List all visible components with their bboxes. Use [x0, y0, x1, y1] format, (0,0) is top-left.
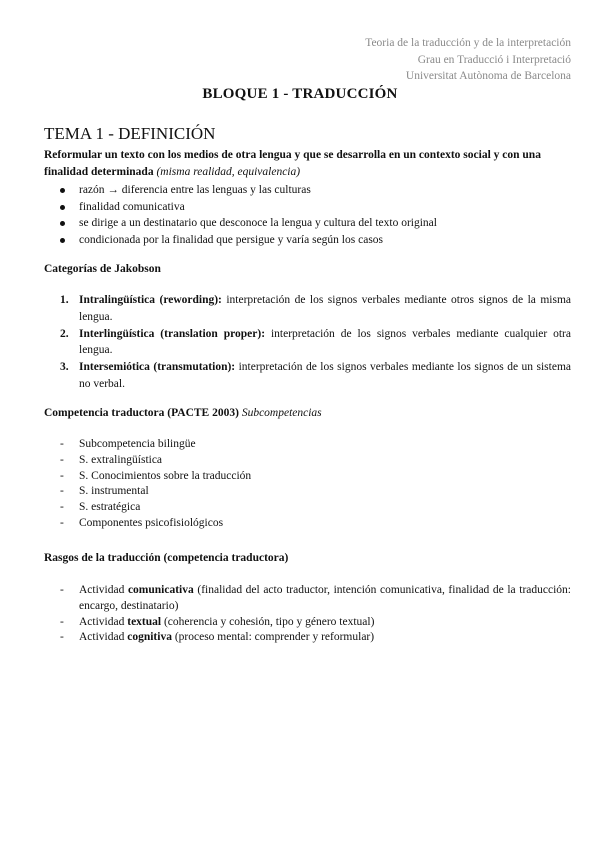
bullet-text: condicionada por la finalidad que persigue y varía según los casos [79, 233, 384, 246]
list-item [44, 630, 571, 646]
jakobson-list [44, 292, 571, 393]
pacte-heading-italic: Subcompetencias [241, 407, 322, 419]
block-title: BLOQUE 1 - TRADUCCIÓN [202, 86, 398, 102]
jakobson-heading: Categorías de Jakobson [44, 263, 161, 275]
bullet-icon [60, 188, 65, 193]
item-post: (proceso mental: comprender y reformular) [171, 631, 375, 644]
list-item-text: S. extralingüística [79, 453, 163, 466]
bullet-text: se dirige a un destinatario que desconoce la lengua y cultura del texto original [79, 217, 437, 229]
tema-title: TEMA 1 - DEFINICIÓN [44, 124, 216, 143]
list-item [44, 469, 571, 485]
dash-icon: - [60, 516, 64, 529]
item-bold: textual [127, 615, 162, 628]
dash-icon: - [60, 453, 64, 466]
tema-definition [44, 147, 571, 180]
item-post: (coherencia y cohesión, tipo y género textual) [161, 615, 375, 628]
bullet-icon [60, 221, 65, 226]
dash-icon: - [60, 485, 64, 498]
list-item [44, 516, 571, 532]
jakobson-item [44, 292, 571, 325]
bullet-item [44, 182, 571, 199]
item-bold: cognitiva [127, 631, 172, 644]
item-term: Intersemiótica (transmutation): [79, 361, 236, 373]
pacte-heading-text: Competencia traductora (PACTE 2003) [44, 407, 239, 419]
list-item [44, 500, 571, 516]
list-item [44, 615, 571, 631]
tema-bullet-list [44, 182, 571, 248]
bullet-text: finalidad comunicativa [79, 200, 185, 213]
jakobson-item [44, 326, 571, 359]
list-item-text: Subcompetencia bilingüe [79, 438, 196, 450]
dash-icon: - [60, 584, 64, 596]
pacte-list [44, 437, 571, 532]
list-item-text: S. Conocimientos sobre la traducción [79, 469, 252, 482]
list-item [44, 484, 571, 500]
dash-icon: - [60, 501, 64, 514]
item-post: (finalidad del acto traductor, intención comunicativa, finalidad de la traducción: encargo, destinatario) [79, 584, 571, 612]
bullet-text: razón → diferencia entre las lenguas y las culturas [79, 184, 311, 196]
dash-icon: - [60, 469, 64, 482]
list-item [44, 437, 571, 453]
item-number: 1. [60, 294, 69, 306]
dash-icon: - [60, 615, 64, 628]
list-item-text: S. estratégica [79, 501, 141, 514]
item-pre: Actividad [79, 631, 128, 644]
bullet-item [44, 215, 571, 232]
jakobson-item [44, 359, 571, 392]
item-pre: Actividad [79, 584, 128, 596]
bullet-item [44, 199, 571, 216]
dash-icon: - [60, 438, 64, 450]
bullet-item [44, 232, 571, 249]
list-item [44, 453, 571, 469]
pacte-heading [44, 405, 322, 422]
document-header [365, 35, 571, 85]
item-pre: Actividad [79, 615, 128, 628]
list-item-text: S. instrumental [79, 485, 149, 498]
rasgos-heading: Rasgos de la traducción (competencia traductora) [44, 552, 289, 564]
item-text: interpretación de los signos verbales mediante otros signos de la misma lengua. [79, 294, 572, 323]
header-degree: Grau en Traducció i Interpretació [417, 53, 571, 66]
rasgos-list [44, 583, 571, 646]
definition-italic: (misma realidad, equivalencia) [156, 165, 301, 178]
list-item [44, 583, 571, 615]
bullet-icon [60, 205, 65, 210]
dash-icon: - [60, 631, 64, 644]
item-number: 2. [60, 327, 69, 340]
header-university: Universitat Autònoma de Barcelona [405, 70, 571, 82]
item-term: Intralingüística (rewording): [79, 294, 222, 306]
list-item-text: Componentes psicofisiológicos [79, 516, 224, 529]
bullet-icon [60, 238, 65, 243]
item-bold: comunicativa [127, 584, 194, 596]
item-term: Interlingüística (translation proper): [79, 327, 266, 340]
item-text: interpretación de los signos verbales mediante los signos de un sistema no verbal. [79, 361, 571, 390]
item-number: 3. [60, 361, 69, 373]
header-course: Teoria de la traducción y de la interpretación [365, 37, 571, 49]
definition-bold: Reformular un texto con los medios de otra lengua y que se desarrolla en un contexto social y con una finalidad determinada [44, 149, 541, 178]
item-text: interpretación de los signos verbales mediante cualquier otra lengua. [79, 327, 571, 356]
